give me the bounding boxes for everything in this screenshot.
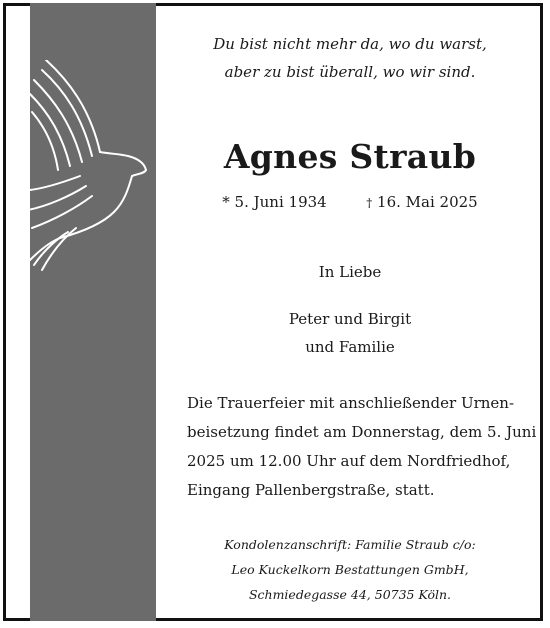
- death-date: 16. Mai 2025: [377, 193, 478, 211]
- ceremony-line: Die Trauerfeier mit anschließender Urnen-: [187, 394, 515, 412]
- memorial-quote: [160, 30, 540, 86]
- deceased-name: Agnes Straub: [223, 137, 477, 176]
- quote-line: aber zu bist überall, wo wir sind.: [224, 63, 476, 81]
- mourner-line: Peter und Birgit: [288, 310, 412, 328]
- quote-line: Du bist nicht mehr da, wo du warst,: [213, 35, 487, 53]
- contact-line: Leo Kuckelkorn Bestattungen GmbH,: [231, 562, 469, 577]
- farewell-text: In Liebe: [318, 263, 382, 281]
- ceremony-info: [187, 389, 537, 505]
- condolence-address: [160, 532, 540, 607]
- ceremony-line: Eingang Pallenbergstraße, statt.: [187, 481, 435, 499]
- contact-line: Kondolenzanschrift: Familie Straub c/o:: [224, 537, 476, 552]
- ceremony-line: 2025 um 12.00 Uhr auf dem Nordfriedhof,: [187, 452, 511, 470]
- birth-date: 5. Juni 1934: [234, 193, 327, 211]
- dove-icon: [28, 60, 153, 275]
- birth-symbol: *: [222, 193, 230, 211]
- contact-line: Schmiedegasse 44, 50735 Köln.: [248, 587, 452, 602]
- mourners: [160, 305, 540, 361]
- death-symbol: †: [366, 196, 373, 210]
- ceremony-line: beisetzung findet am Donnerstag, dem 5. Juni: [187, 423, 537, 441]
- life-dates: [160, 193, 540, 211]
- mourner-line: und Familie: [305, 338, 395, 356]
- notice-content: [160, 0, 540, 628]
